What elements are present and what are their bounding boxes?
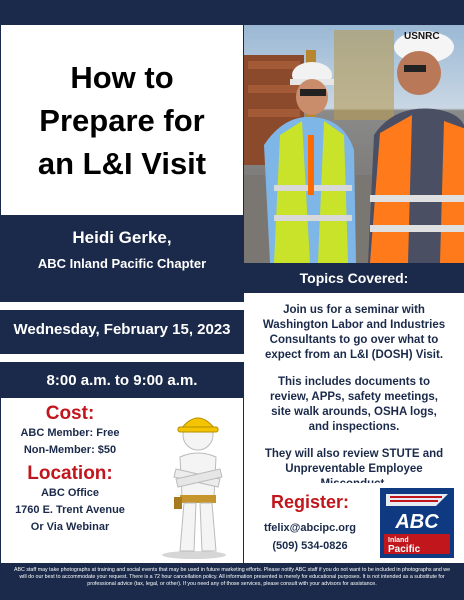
- title-box: [1, 25, 243, 215]
- topics-paragraph: They will also review STUTE and Unpreventable Employee: [264, 448, 444, 475]
- register-block: [252, 492, 368, 555]
- cost-non-member: Non-Member: $50: [23, 444, 117, 456]
- logo-abc-text: ABC: [395, 511, 439, 533]
- presenter-chapter: ABC Inland Pacific Chapter: [37, 256, 207, 271]
- location-line-1: ABC Office: [40, 487, 100, 499]
- topics-paragraph: Join us for a seminar with Washington Labor and Industries Consultants to go over what to expect from an L&I (DOSH) Visit.: [262, 304, 446, 361]
- location-line-3: Or Via Webinar: [30, 521, 110, 533]
- title-line-3: an L&I Visit: [37, 145, 207, 181]
- construction-workers-photo: [244, 25, 464, 263]
- helmet-label: USNRC: [404, 31, 440, 42]
- presenter-name: Heidi Gerke,: [72, 228, 172, 247]
- abc-inland-pacific-logo: [380, 488, 454, 558]
- cost-heading: Cost:: [45, 403, 95, 424]
- divider: [0, 354, 244, 362]
- cost-location-block: [0, 403, 140, 536]
- title-line-2: Prepare for: [39, 102, 205, 138]
- title-line-1: How to: [70, 59, 174, 95]
- hardhat-figure-illustration: [148, 405, 240, 560]
- topics-header: Topics Covered:: [299, 270, 409, 286]
- footer-disclaimer: ABC staff may take photographs at training and social events that may be used in future marketing efforts. Please notify ABC staff if you do not want to be included in photographs and we will do our best to accommodate your request. There is a 72 hour cancellation policy. All information presented is merely for educational purposes. It is not intended as a substitute for professional advice (tax, legal, or other). If you need any of those services, please consult with your advisors for assistance.: [13, 567, 451, 587]
- logo-inland-text: Inland: [388, 537, 409, 544]
- location-line-2: 1760 E. Trent Avenue: [15, 504, 125, 516]
- topics-body: [244, 293, 464, 483]
- location-heading: Location:: [27, 463, 113, 484]
- register-heading: Register:: [270, 492, 350, 512]
- event-time: 8:00 a.m. to 9:00 a.m.: [46, 371, 198, 389]
- event-date: Wednesday, February 15, 2023: [13, 320, 231, 338]
- register-phone[interactable]: (509) 534-0826: [272, 540, 348, 552]
- register-email[interactable]: tfelix@abcipc.org: [263, 522, 357, 534]
- cost-member: ABC Member: Free: [20, 427, 120, 439]
- presenter-block: [0, 228, 244, 271]
- logo-pacific-text: Pacific: [388, 544, 421, 555]
- topics-paragraph: This includes documents to review, APPs, safety meetings, site walk arounds, OSHA logs, and inspections.: [270, 376, 438, 433]
- divider: [0, 302, 244, 310]
- page-title: [38, 56, 206, 185]
